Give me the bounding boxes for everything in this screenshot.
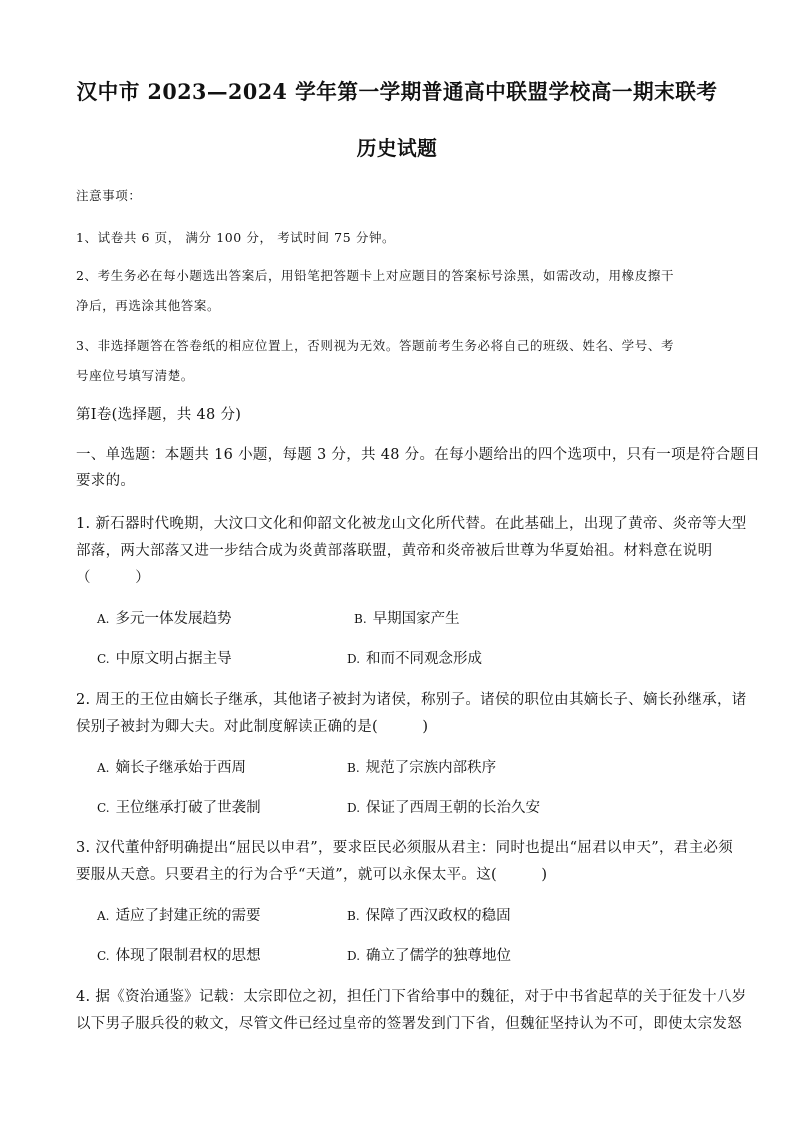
- option-key: B.: [347, 909, 360, 923]
- question-3-option-c: [97, 944, 261, 965]
- option-key: B.: [347, 761, 360, 775]
- option-key: D.: [347, 652, 361, 666]
- question-1-answer-blank: （ ）: [76, 570, 150, 586]
- question-1-option-d: [347, 647, 482, 668]
- question-3-option-a: [97, 904, 260, 925]
- question-2-line-1: 2. 周王的王位由嫡长子继承，其他诸子被封为诸侯，称别子。诸侯的职位由其嫡长子、嫡长孙继承，诸: [76, 692, 747, 708]
- option-text: 确立了儒学的独尊地位: [366, 948, 512, 964]
- question-1-option-a: [97, 607, 231, 628]
- option-text: 和而不同观念形成: [366, 651, 483, 667]
- question-3-line-1: 3. 汉代董仲舒明确提出“屈民以申君”，要求臣民必须服从君主：同时也提出“屈君以申天”，君主必须: [76, 840, 733, 856]
- option-text: 保证了西周王朝的长治久安: [366, 800, 541, 816]
- option-text: 中原文明占据主导: [115, 651, 232, 667]
- option-text: 体现了限制君权的思想: [115, 948, 261, 964]
- question-1-option-c: [97, 647, 232, 668]
- option-text: 早期国家产生: [372, 611, 460, 627]
- option-text: 规范了宗族内部秩序: [365, 760, 497, 776]
- question-2-line-2: 侯别子被封为卿大夫。对此制度解读正确的是( ): [76, 719, 429, 735]
- option-text: 适应了封建正统的需要: [115, 908, 261, 924]
- notes-item-3-line-1: 3、非选择题答在答卷纸的相应位置上，否则视为无效。答题前考生务必将自己的班级、姓名、学号、考: [76, 338, 675, 353]
- option-key: C.: [97, 949, 110, 963]
- option-text: 王位继承打破了世袭制: [115, 800, 261, 816]
- notes-heading: 注意事项：: [76, 188, 142, 203]
- notes-item-3-line-2: 号座位号填写清楚。: [76, 368, 194, 383]
- question-2-option-d: [347, 796, 540, 817]
- question-3-line-2: 要服从天意。只要君主的行为合乎“天道”，就可以永保太平。这( ): [76, 867, 548, 883]
- notes-item-1: 1、试卷共 6 页， 满分 100 分， 考试时间 75 分钟。: [76, 230, 396, 245]
- option-key: A.: [97, 612, 110, 626]
- option-key: D.: [347, 801, 361, 815]
- option-text: 嫡长子继承始于西周: [115, 760, 246, 776]
- question-4-line-1: 4. 据《资治通鉴》记载：太宗即位之初，担任门下省给事中的魏征，对于中书省起草的关于征发十八岁: [76, 989, 747, 1005]
- question-3-option-b: [347, 904, 511, 925]
- question-2-option-c: [97, 796, 261, 817]
- option-key: A.: [97, 761, 110, 775]
- option-key: C.: [97, 801, 110, 815]
- question-3-option-d: [347, 944, 511, 965]
- option-key: D.: [347, 949, 361, 963]
- option-key: A.: [97, 909, 110, 923]
- option-key: B.: [354, 612, 367, 626]
- question-4-line-2: 以下男子服兵役的敕文，尽管文件已经过皇帝的签署发到门下省，但魏征坚持认为不可，即使太宗发怒: [76, 1016, 742, 1032]
- question-1-line-1: 1. 新石器时代晚期，大汶口文化和仰韶文化被龙山文化所代替。在此基础上，出现了黄帝、炎帝等大型: [76, 516, 747, 532]
- exam-title: 汉中市 2023—2024 学年第一学期普通高中联盟学校高一期末联考: [76, 79, 718, 104]
- option-text: 保障了西汉政权的稳固: [365, 908, 511, 924]
- notes-item-2-line-2: 净后，再选涂其他答案。: [76, 298, 221, 313]
- option-key: C.: [97, 652, 110, 666]
- notes-item-2-line-1: 2、考生务必在每小题选出答案后，用铅笔把答题卡上对应题目的答案标号涂黑，如需改动，用橡皮擦干: [76, 268, 675, 283]
- exam-subject-title: 历史试题: [356, 136, 438, 160]
- question-2-option-a: [97, 756, 246, 777]
- section-instruction-line-2: 要求的。: [76, 473, 136, 489]
- option-text: 多元一体发展趋势: [115, 611, 232, 627]
- question-1-line-2: 部落，两大部落又进一步结合成为炎黄部落联盟，黄帝和炎帝被后世尊为华夏始祖。材料意在说明: [76, 543, 713, 559]
- question-1-option-b: [354, 607, 460, 628]
- volume-heading: 第Ⅰ卷(选择题，共 48 分): [76, 407, 242, 423]
- question-2-option-b: [347, 756, 496, 777]
- section-instruction-line-1: 一、单选题：本题共 16 小题，每题 3 分，共 48 分。在每小题给出的四个选项中，只有一项是符合题目: [76, 447, 760, 463]
